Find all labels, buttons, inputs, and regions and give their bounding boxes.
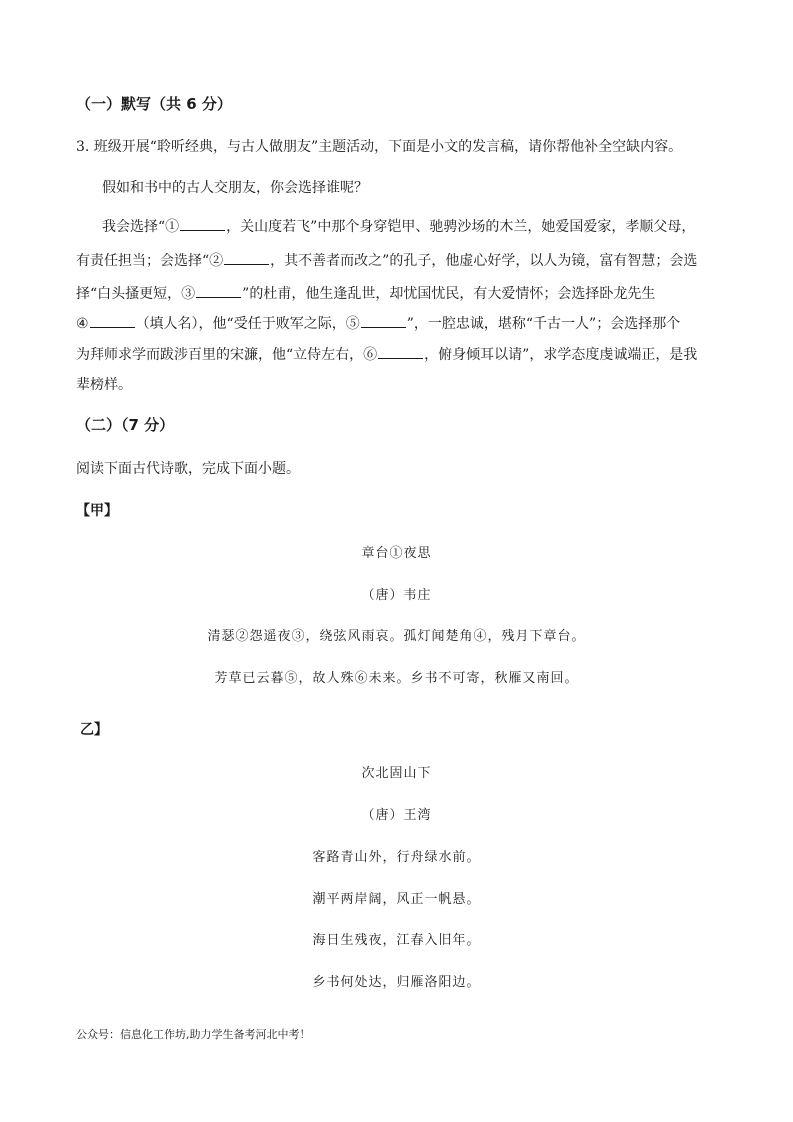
line2-text-a: 有责任担当；会选择“② <box>76 253 224 269</box>
section2-instruction: 阅读下面古代诗歌，完成下面小题。 <box>76 461 300 477</box>
poem-a-title: 章台①夜思 <box>361 546 432 561</box>
line1-text-b: ，关山度若飞”中那个身穿铠甲、驰骋沙场的木兰，她爱国爱家，孝顺父母， <box>226 219 696 235</box>
section1-heading: （一）默写（共 6 分） <box>76 95 232 113</box>
paragraph-line-1 <box>102 216 695 236</box>
line1-text-a: 我会选择“① <box>102 219 180 235</box>
line3-text-a: 择“白头搔更短，③ <box>76 286 196 302</box>
poem-a-line-1: 清瑟②怨遥夜③，绕弦风雨哀。孤灯闻楚角④，残月下章台。 <box>207 629 586 644</box>
paragraph-line-2 <box>76 250 697 270</box>
poem-b-line-4: 乡书何处达，归雁洛阳边。 <box>312 975 481 990</box>
line3-text-b: ”的杜甫，他生逢乱世，却忧国忧民，有大爱情怀；会选择卧龙先生 <box>242 286 656 302</box>
poem-b-line-3: 海日生残夜，江春入旧年。 <box>312 933 481 948</box>
paragraph-line-3 <box>76 283 655 303</box>
poem-b-line-2: 潮平两岸阔，风正一帆悬。 <box>312 892 481 907</box>
question-3: 3. 班级开展“聆听经典，与古人做朋友”主题活动，下面是小文的发言稿，请你帮他补全空缺内容。 <box>76 139 683 155</box>
poem-b-line-1: 客路青山外，行舟绿水前。 <box>312 850 481 865</box>
poem-a-tag: 【甲】 <box>76 503 118 519</box>
blank-1[interactable] <box>180 216 225 231</box>
line4-text-b: （填人名），他“受任于败军之际，⑤ <box>135 316 360 332</box>
blank-5[interactable] <box>361 313 406 328</box>
blank-2[interactable] <box>224 250 269 265</box>
paragraph-line-4 <box>76 313 680 333</box>
line5-text-a: 为拜师求学而跋涉百里的宋濂，他“立侍左右，⑥ <box>76 347 378 363</box>
section2-heading: （二）（7 分） <box>76 416 175 434</box>
line5-text-b: ，俯身倾耳以请”，求学态度虔诚端正，是我 <box>424 347 698 363</box>
poem-b-author: （唐）王湾 <box>361 808 432 823</box>
blank-4[interactable] <box>90 313 135 328</box>
blank-6[interactable] <box>378 344 423 359</box>
paragraph-line-5 <box>76 344 697 364</box>
line4-text-a: ④ <box>76 316 89 332</box>
poem-a-line-2: 芳草已云暮⑤，故人殊⑥未来。乡书不可寄，秋雁又南回。 <box>214 671 579 686</box>
intro-line: 假如和书中的古人交朋友，你会选择谁呢？ <box>102 180 368 196</box>
poem-b-tag: 乙】 <box>80 722 108 738</box>
line4-text-c: ”，一腔忠诚，堪称“千古一人”；会选择那个 <box>406 316 681 332</box>
line2-text-b: ，其不善者而改之”的孔子，他虚心好学，以人为镜，富有智慧；会选 <box>270 253 698 269</box>
blank-3[interactable] <box>196 283 241 298</box>
poem-b-title: 次北固山下 <box>361 766 432 781</box>
paragraph-line-6: 辈榜样。 <box>76 377 132 393</box>
footer-note: 公众号：信息化工作坊,助力学生备考河北中考！ <box>76 1028 311 1041</box>
poem-a-author: （唐）韦庄 <box>361 588 432 603</box>
